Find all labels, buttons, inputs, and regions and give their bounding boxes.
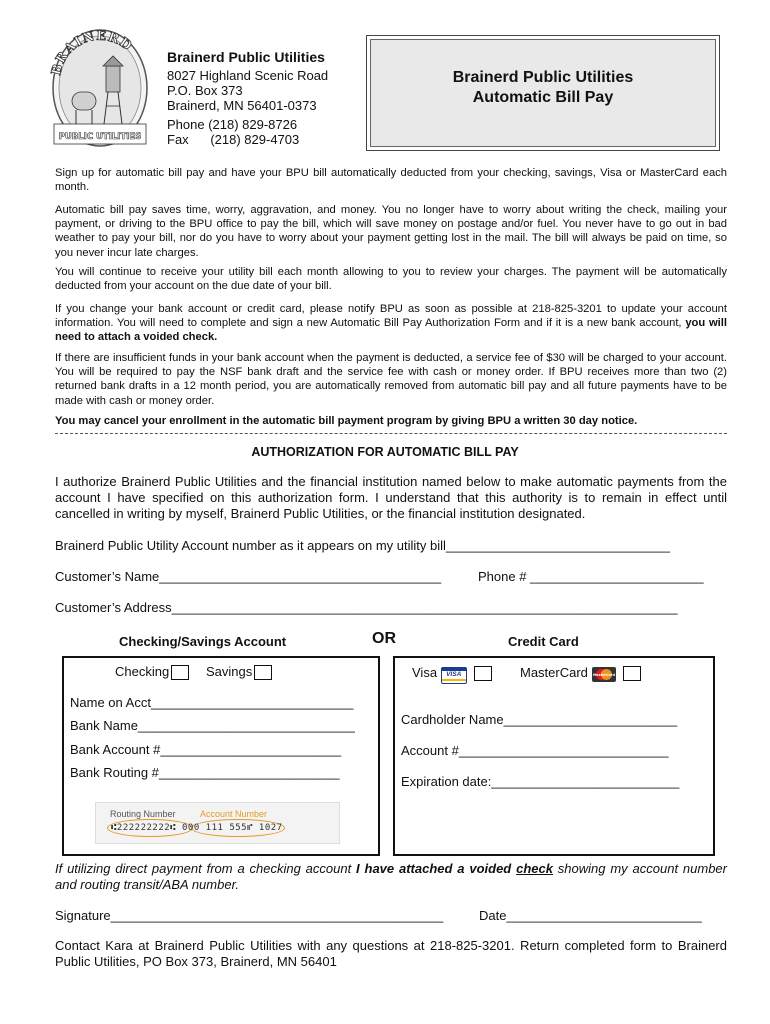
voided-check-note: you will need to attach a voided check.: [55, 317, 728, 344]
bank-section-heading: Checking/Savings Account: [119, 634, 287, 649]
title-line1: Brainerd Public Utilities: [452, 69, 634, 86]
bank-name-field[interactable]: Bank Name______________________________: [70, 718, 355, 733]
mastercard-label: MasterCard: [520, 665, 588, 680]
company-name: Brainerd Public Utilities: [167, 49, 325, 65]
routing-number-label: Routing Number: [110, 809, 176, 819]
direct-payment-note: [55, 861, 727, 893]
cut-line-divider: [55, 433, 727, 434]
visa-option[interactable]: [412, 665, 492, 682]
signature-field[interactable]: Signature______________________________________________: [55, 908, 444, 923]
paragraph-billing: You will continue to receive your utility bill each month allowing to you to review your charges. The payment will be automatically deducted from your account on the due date of your bill.: [55, 266, 727, 293]
date-field[interactable]: Date___________________________: [479, 908, 702, 923]
brainerd-logo: [50, 28, 150, 152]
paragraph-change-account-text: If you change your bank account or credit card, please notify BPU as soon as possible at 218-825-3201 to update your account information. You will need to complete and sign a new Automatic Bill Pay Authorization Form and if it is a new bank account,: [55, 303, 727, 330]
savings-checkbox[interactable]: [254, 665, 272, 680]
sample-check-image: [95, 802, 340, 844]
customer-name-field[interactable]: Customer’s Name_______________________________________: [55, 569, 442, 584]
visa-label: Visa: [412, 665, 438, 680]
title-box: [366, 35, 720, 151]
direct-note-end: showing my account number and routing transit/ABA number.: [55, 861, 727, 892]
savings-option[interactable]: [206, 664, 272, 680]
card-account-field[interactable]: Account #_____________________________: [401, 743, 669, 758]
bank-routing-field[interactable]: Bank Routing #_________________________: [70, 765, 340, 780]
authorization-title: AUTHORIZATION FOR AUTOMATIC BILL PAY: [251, 445, 519, 459]
logo-arc-text: BRAINERD: [50, 28, 135, 77]
mastercard-checkbox[interactable]: [623, 666, 641, 681]
mastercard-logo-icon: [592, 667, 616, 682]
company-address-line2: P.O. Box 373: [167, 83, 243, 98]
logo-bottom-text: PUBLIC UTILITIES: [58, 132, 142, 142]
paragraph-benefits: Automatic bill pay saves time, worry, aggravation, and money. You no longer have to worry about writing the check, mailing your payment, or driving to the BPU office to pay the bill, which will save money on postage and/or fuel. You never have to go out in bad weather to pay your bill, nor do you have to worry about your payment getting lost in the mail. The bill will always be paid on time, so you never incur late charges.: [55, 204, 727, 259]
paragraph-signup: Sign up for automatic bill pay and have your BPU bill automatically deducted from your checking, savings, Visa or MasterCard each month.: [55, 167, 727, 194]
bank-account-field[interactable]: Bank Account #_________________________: [70, 742, 342, 757]
visa-logo-icon: VISA: [441, 667, 467, 684]
direct-note-bold: I have attached a voided: [356, 861, 517, 876]
direct-note-check: check: [516, 861, 553, 876]
savings-label: Savings: [206, 664, 253, 679]
or-separator: OR: [372, 630, 396, 647]
mastercard-option[interactable]: [520, 665, 641, 681]
expiration-date-field[interactable]: Expiration date:__________________________: [401, 774, 680, 789]
checking-checkbox[interactable]: [171, 665, 189, 680]
company-info: [167, 50, 328, 147]
checking-label: Checking: [115, 664, 170, 679]
contact-info: Contact Kara at Brainerd Public Utilities with any questions at 218-825-3201. Return completed form to Brainerd Public Utilities, PO Box 373, Brainerd, MN 56401: [55, 938, 727, 969]
direct-note-start: If utilizing direct payment from a checking account: [55, 861, 357, 876]
phone-field[interactable]: Phone # ________________________: [478, 569, 704, 584]
company-address-line3: Brainerd, MN 56401-0373: [167, 98, 317, 113]
svg-text:MasterCard: MasterCard: [592, 673, 615, 678]
paragraph-change-account: [55, 302, 727, 345]
paragraph-insufficient-funds: If there are insufficient funds in your bank account when the payment is deducted, a service fee of $30 will be charged to your account. You will be required to pay the NSF bank draft and the service fee with cash or money order. If BPU receives more than two (2) returned bank drafts in a 12 month period, you are automatically removed from automatic bill pay and all future payments have to be made with cash or money order.: [55, 352, 727, 407]
title-line2: Automatic Bill Pay: [472, 89, 614, 106]
card-section-heading: Credit Card: [508, 634, 579, 649]
name-on-account-field[interactable]: Name on Acct____________________________: [70, 695, 354, 710]
cardholder-name-field[interactable]: Cardholder Name________________________: [401, 712, 678, 727]
paragraph-cancel: You may cancel your enrollment in the automatic bill payment program by giving BPU a written 30 day notice.: [55, 415, 638, 427]
visa-checkbox[interactable]: [474, 666, 492, 681]
company-fax: Fax (218) 829-4703: [167, 132, 300, 147]
company-phone: Phone (218) 829-8726: [167, 117, 298, 132]
authorization-text: I authorize Brainerd Public Utilities and the financial institution named below to make automatic payments from the account I have specified on this authorization form. I understand that this authority is to remain in effect until cancelled in writing by myself, Brainerd Public Utilities, or the financial institution designated.: [55, 474, 727, 521]
account-number-label: Account Number: [200, 809, 268, 819]
company-address-line1: 8027 Highland Scenic Road: [167, 68, 329, 83]
micr-line: ⑆222222222⑆ 000 111 555⑈ 1027: [111, 823, 283, 833]
customer-address-field[interactable]: Customer’s Address______________________________________________________________________: [55, 600, 678, 615]
checking-option[interactable]: [115, 664, 189, 680]
account-number-field[interactable]: Brainerd Public Utility Account number as it appears on my utility bill_______________________________: [55, 538, 671, 553]
